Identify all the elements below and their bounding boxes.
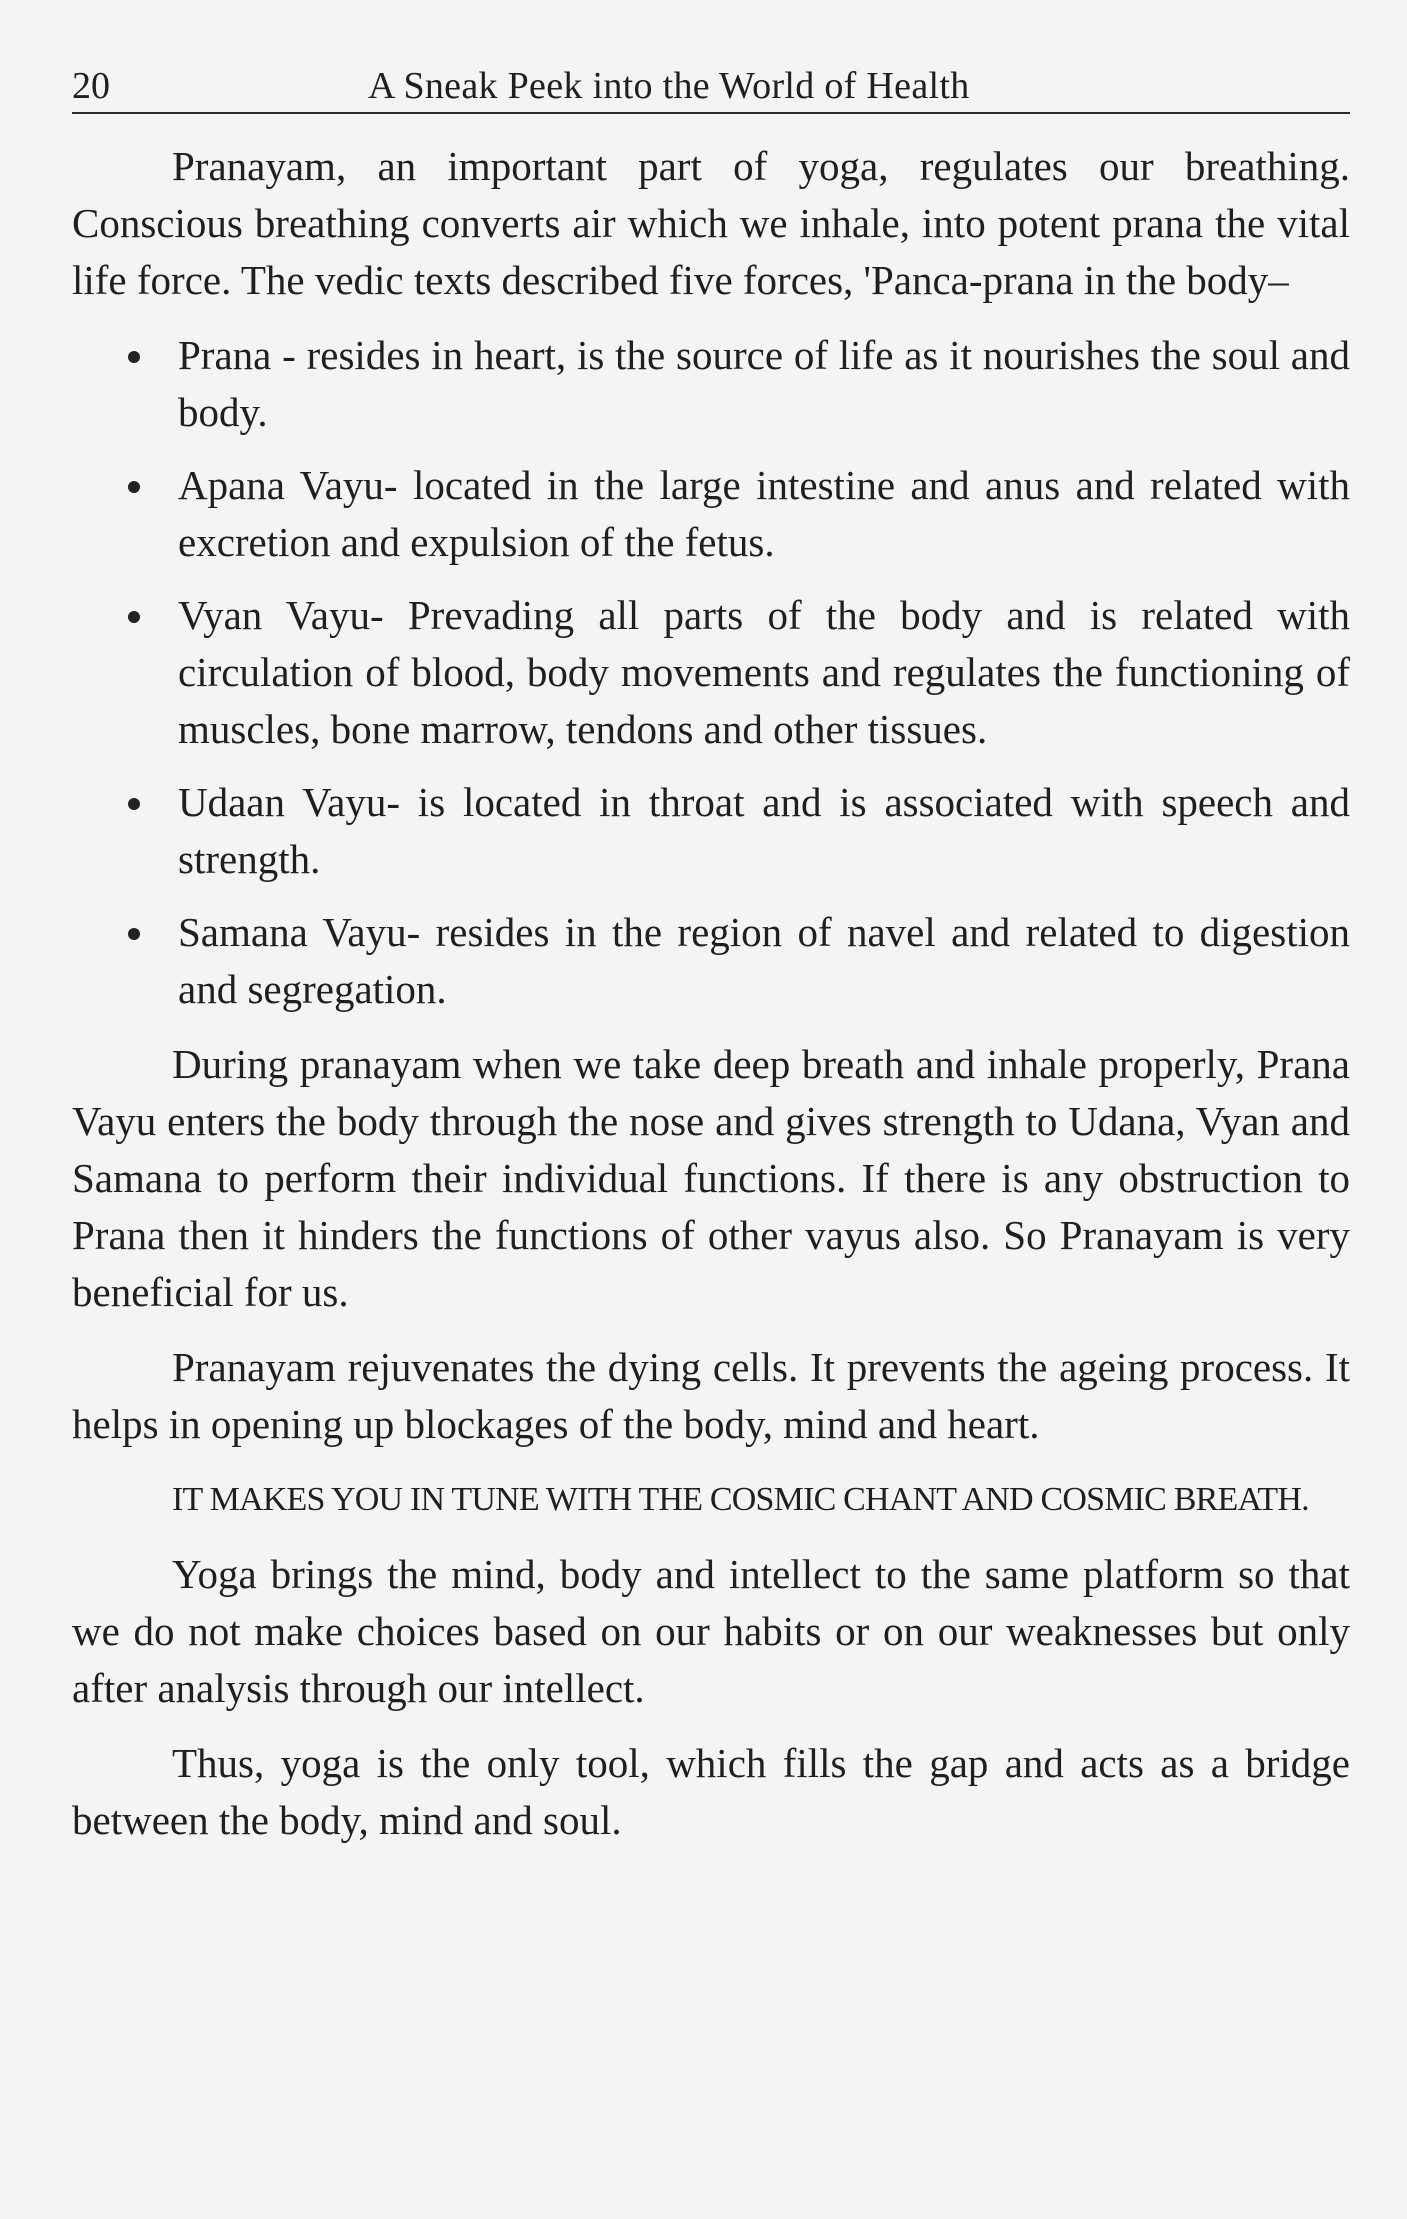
list-item-text: Apana Vayu- located in the large intestine and anus and related with excretion and expulsion of the fetus.: [178, 462, 1350, 565]
running-header: [72, 58, 1350, 114]
body-paragraph: Pranayam rejuvenates the dying cells. It prevents the ageing process. It helps in opening up blockages of the body, mind and heart.: [72, 1344, 1350, 1447]
page-number: 20: [72, 65, 110, 107]
book-page: [72, 58, 1350, 1867]
bullet-icon: [128, 928, 140, 940]
bullet-icon: [128, 481, 140, 493]
list-item: [72, 587, 1350, 758]
list-item: [72, 774, 1350, 888]
list-item-text: Vyan Vayu- Prevading all parts of the body and is related with circulation of blood, body movements and regulates the functioning of muscles, bone marrow, tendons and other tissues.: [178, 592, 1350, 752]
running-title: A Sneak Peek into the World of Health: [368, 65, 970, 107]
list-item: [72, 327, 1350, 441]
body-paragraph: During pranayam when we take deep breath and inhale properly, Prana Vayu enters the body through the nose and gives strength to Udana, Vyan and Samana to perform their individual functions. If there is any obstruction to Prana then it hinders the functions of other vayus also. So Pranayam is very beneficial for us.: [72, 1041, 1350, 1315]
bullet-icon: [128, 351, 140, 363]
bullet-icon: [128, 798, 140, 810]
caps-statement: IT MAKES YOU IN TUNE WITH THE COSMIC CHANT AND COSMIC BREATH.: [172, 1481, 1309, 1518]
list-item: [72, 457, 1350, 571]
closing-paragraph: Thus, yoga is the only tool, which fills the gap and acts as a bridge between the body, mind and soul.: [72, 1740, 1350, 1843]
panca-prana-list: [72, 327, 1350, 1018]
list-item: [72, 904, 1350, 1018]
list-item-text: Samana Vayu- resides in the region of navel and related to digestion and segregation.: [178, 909, 1350, 1012]
list-item-text: Prana - resides in heart, is the source of life as it nourishes the soul and body.: [178, 332, 1350, 435]
intro-paragraph: Pranayam, an important part of yoga, regulates our breathing. Conscious breathing converts air which we inhale, into potent prana the vital life force. The vedic texts described five forces, 'Panca-prana in the body–: [72, 143, 1350, 303]
list-item-text: Udaan Vayu- is located in throat and is associated with speech and strength.: [178, 779, 1350, 882]
closing-paragraph: Yoga brings the mind, body and intellect to the same platform so that we do not make choices based on our habits or on our weaknesses but only after analysis through our intellect.: [72, 1551, 1350, 1711]
bullet-icon: [128, 611, 140, 623]
page-body: [72, 138, 1350, 1849]
